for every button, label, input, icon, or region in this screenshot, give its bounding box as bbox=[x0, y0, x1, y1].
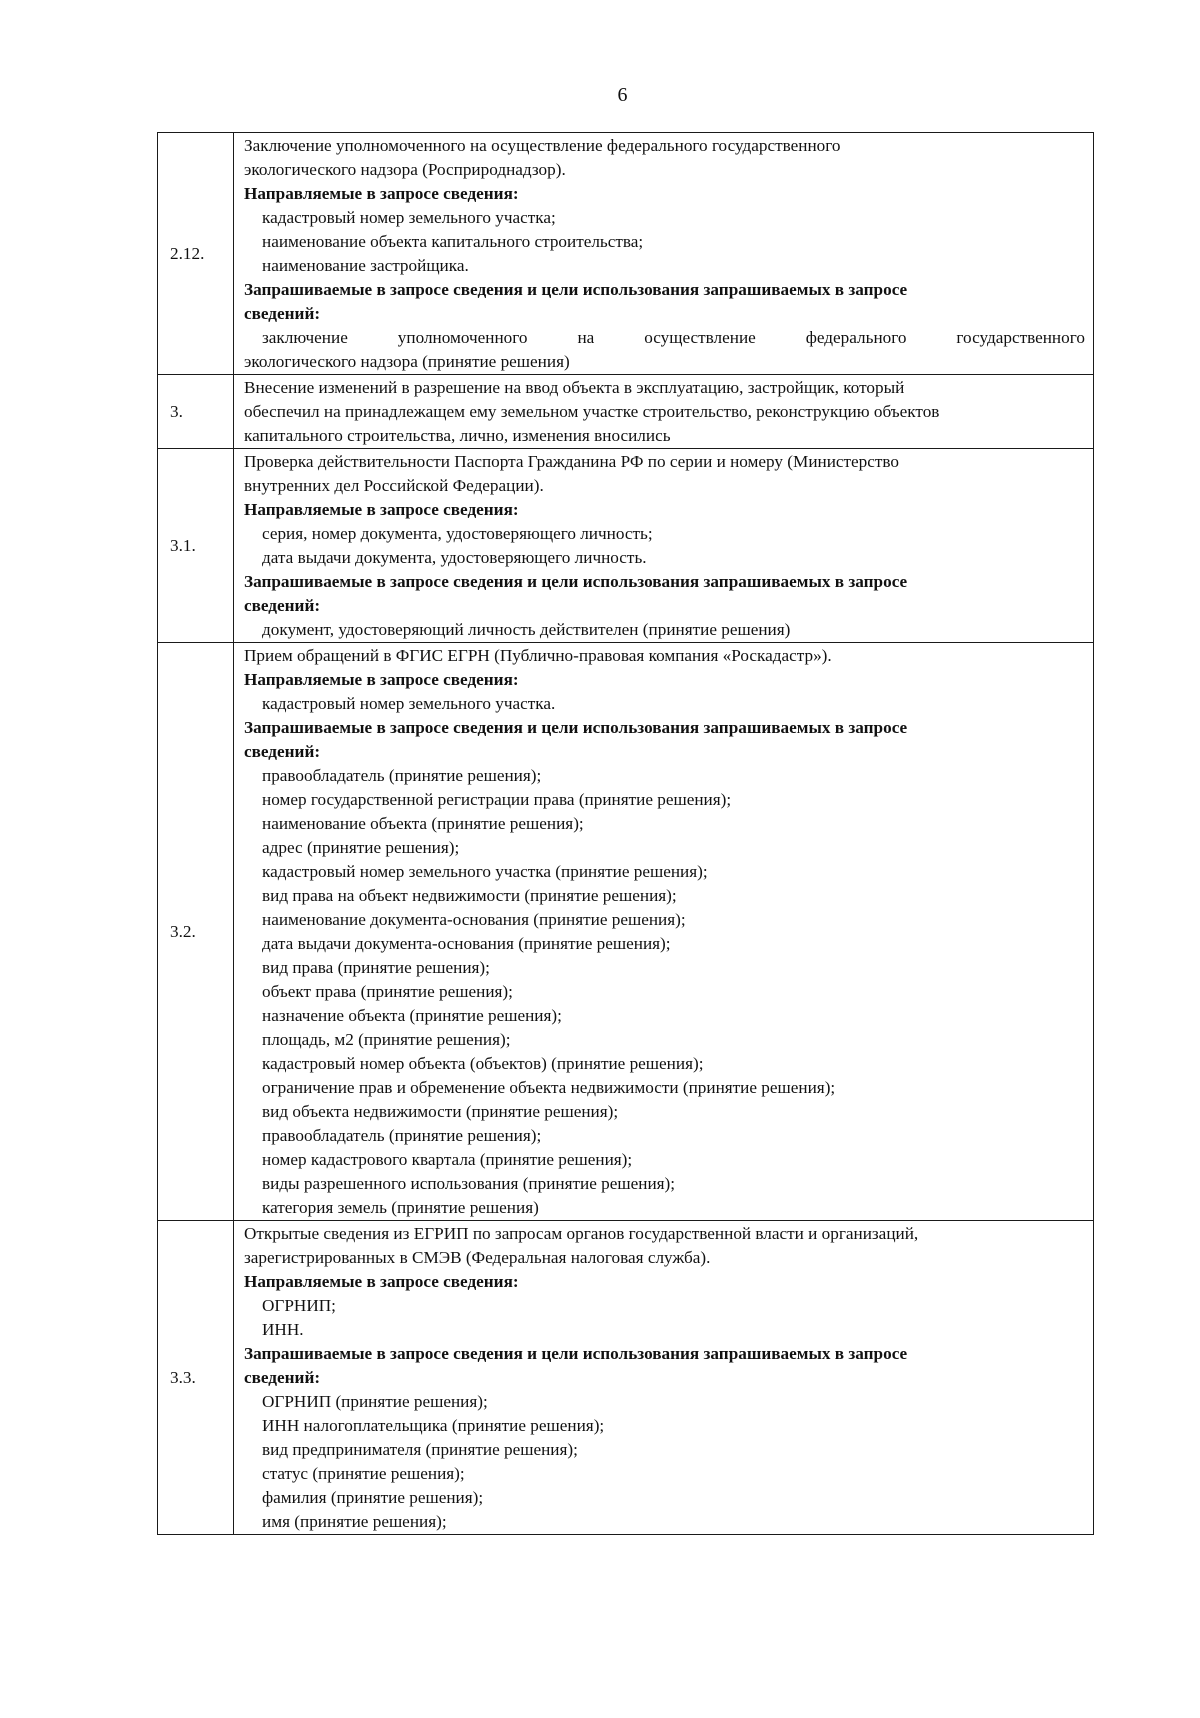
content-word: государственного bbox=[956, 328, 1085, 347]
content-word: на bbox=[577, 328, 595, 347]
content-line: назначение объекта (принятие решения); bbox=[262, 1006, 562, 1025]
content-line: экологического надзора (Росприроднадзор). bbox=[244, 160, 566, 179]
content-line: Прием обращений в ФГИС ЕГРН (Публично-правовая компания «Роскадастр»). bbox=[244, 646, 832, 665]
content-heading-line: Направляемые в запросе сведения: bbox=[244, 500, 519, 519]
content-line: вид предпринимателя (принятие решения); bbox=[262, 1440, 578, 1459]
content-line: наименование объекта (принятие решения); bbox=[262, 814, 584, 833]
row-number: 3. bbox=[170, 401, 183, 421]
page-number: 6 bbox=[617, 84, 628, 106]
content-heading-line: Направляемые в запросе сведения: bbox=[244, 1272, 519, 1291]
content-line: ОГРНИП; bbox=[262, 1296, 336, 1315]
content-line: дата выдачи документа, удостоверяющего личность. bbox=[262, 548, 647, 567]
content-line: вид права на объект недвижимости (принятие решения); bbox=[262, 886, 677, 905]
table-row bbox=[158, 1221, 1094, 1535]
row-content-cell bbox=[234, 375, 1094, 449]
content-line: ОГРНИП (принятие решения); bbox=[262, 1392, 488, 1411]
content-line: кадастровый номер объекта (объектов) (принятие решения); bbox=[262, 1054, 704, 1073]
content-heading-line: сведений: bbox=[244, 742, 321, 761]
content-line: правообладатель (принятие решения); bbox=[262, 766, 542, 785]
content-heading-line: сведений: bbox=[244, 304, 321, 323]
content-heading-line: Запрашиваемые в запросе сведения и цели использования запрашиваемых в запросе bbox=[244, 718, 908, 737]
content-line: обеспечил на принадлежащем ему земельном участке строительство, реконструкцию объектов bbox=[244, 402, 940, 421]
table-body bbox=[158, 133, 1094, 1535]
content-line: Заключение уполномоченного на осуществление федерального государственного bbox=[244, 136, 841, 155]
content-line: кадастровый номер земельного участка; bbox=[262, 208, 556, 227]
content-line: Внесение изменений в разрешение на ввод объекта в эксплуатацию, застройщик, который bbox=[244, 378, 905, 397]
content-line: виды разрешенного использования (принятие решения); bbox=[262, 1174, 676, 1193]
table-row bbox=[158, 643, 1094, 1221]
content-line: площадь, м2 (принятие решения); bbox=[262, 1030, 511, 1049]
content-heading-line: сведений: bbox=[244, 596, 321, 615]
content-line: ограничение прав и обременение объекта недвижимости (принятие решения); bbox=[262, 1078, 836, 1097]
content-line: наименование документа-основания (принятие решения); bbox=[262, 910, 686, 929]
row-number: 3.1. bbox=[170, 535, 196, 555]
content-line: капитального строительства, лично, изменения вносились bbox=[244, 426, 671, 445]
content-word: осуществление bbox=[644, 328, 756, 347]
content-heading-line: Направляемые в запросе сведения: bbox=[244, 670, 519, 689]
row-number: 2.12. bbox=[170, 243, 205, 263]
content-line: наименование застройщика. bbox=[262, 256, 469, 275]
content-line: наименование объекта капитального строительства; bbox=[262, 232, 644, 251]
content-line bbox=[244, 326, 1085, 350]
content-line: имя (принятие решения); bbox=[262, 1512, 447, 1531]
content-heading-line: сведений: bbox=[244, 1368, 321, 1387]
row-content-cell bbox=[234, 1221, 1094, 1535]
content-line: адрес (принятие решения); bbox=[262, 838, 460, 857]
content-line: внутренних дел Российской Федерации). bbox=[244, 476, 544, 495]
row-content-cell bbox=[234, 133, 1094, 375]
table-row bbox=[158, 449, 1094, 643]
row-number: 3.2. bbox=[170, 921, 196, 941]
content-line: фамилия (принятие решения); bbox=[262, 1488, 484, 1507]
row-content-cell bbox=[234, 449, 1094, 643]
content-line: экологического надзора (принятие решения) bbox=[244, 352, 570, 371]
content-line: Открытые сведения из ЕГРИП по запросам органов государственной власти и организаций, bbox=[244, 1224, 919, 1243]
table-row bbox=[158, 375, 1094, 449]
row-number-cell bbox=[158, 1221, 234, 1535]
content-line: вид права (принятие решения); bbox=[262, 958, 490, 977]
row-number-cell bbox=[158, 375, 234, 449]
content-heading-line: Запрашиваемые в запросе сведения и цели использования запрашиваемых в запросе bbox=[244, 572, 908, 591]
content-line: статус (принятие решения); bbox=[262, 1464, 465, 1483]
content-heading-line: Запрашиваемые в запросе сведения и цели использования запрашиваемых в запросе bbox=[244, 1344, 908, 1363]
requirements-table bbox=[157, 132, 1094, 1535]
row-number: 3.3. bbox=[170, 1367, 196, 1387]
content-line: дата выдачи документа-основания (принятие решения); bbox=[262, 934, 671, 953]
content-word: заключение bbox=[262, 328, 348, 347]
content-line: номер кадастрового квартала (принятие решения); bbox=[262, 1150, 633, 1169]
content-line: серия, номер документа, удостоверяющего личность; bbox=[262, 524, 653, 543]
content-line: документ, удостоверяющий личность действителен (принятие решения) bbox=[262, 620, 791, 639]
content-line: правообладатель (принятие решения); bbox=[262, 1126, 542, 1145]
content-line: Проверка действительности Паспорта Гражданина РФ по серии и номеру (Министерство bbox=[244, 452, 900, 471]
row-number-cell bbox=[158, 133, 234, 375]
content-line: объект права (принятие решения); bbox=[262, 982, 513, 1001]
content-line: зарегистрированных в СМЭВ (Федеральная налоговая служба). bbox=[244, 1248, 711, 1267]
content-line: кадастровый номер земельного участка (принятие решения); bbox=[262, 862, 708, 881]
content-heading-line: Запрашиваемые в запросе сведения и цели использования запрашиваемых в запросе bbox=[244, 280, 908, 299]
table-row bbox=[158, 133, 1094, 375]
content-line: ИНН. bbox=[262, 1320, 304, 1339]
content-word: уполномоченного bbox=[397, 328, 528, 347]
content-line: кадастровый номер земельного участка. bbox=[262, 694, 556, 713]
content-line: ИНН налогоплательщика (принятие решения); bbox=[262, 1416, 605, 1435]
row-number-cell bbox=[158, 643, 234, 1221]
content-heading-line: Направляемые в запросе сведения: bbox=[244, 184, 519, 203]
content-line: вид объекта недвижимости (принятие решения); bbox=[262, 1102, 619, 1121]
content-word: федерального bbox=[805, 328, 907, 347]
row-number-cell bbox=[158, 449, 234, 643]
content-line: номер государственной регистрации права (принятие решения); bbox=[262, 790, 732, 809]
content-line: категория земель (принятие решения) bbox=[262, 1198, 539, 1217]
row-content-cell bbox=[234, 643, 1094, 1221]
